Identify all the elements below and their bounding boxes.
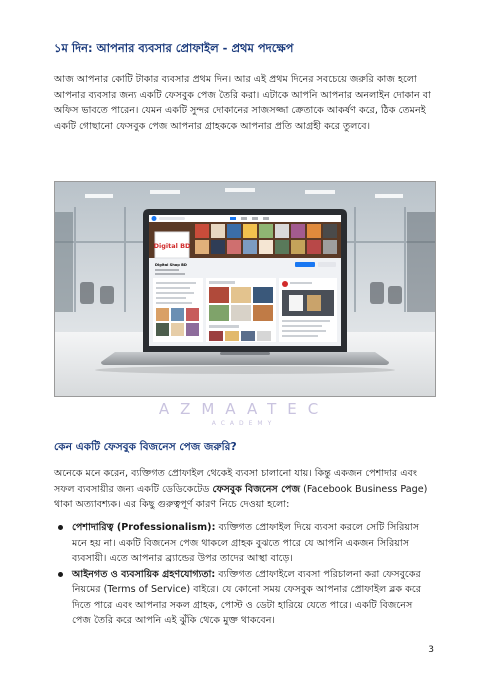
- list-item-text: ব্যক্তিগত প্রোফাইলে ব্যবসা পরিচালনা করা ফেসবুকের নিয়মের (Terms of Service) বাইরে। যে কোনো সময় ফেসবুক আপনার প্রোফাইল ব্লক করে দিতে পারে এবং আপনার সকল গ্রাহক, পোস্ট ও ডেটা হারিয়ে যেতে পারে। একটি বিজনেস পেজ তৈরি করে আপনি এই ঝুঁকি থেকে মুক্ত থাকবেন।: [72, 568, 421, 626]
- watermark: [54, 400, 434, 428]
- screen-logo: Digital BD: [153, 242, 191, 250]
- why-paragraph-part1: অনেকে মনে করেন, ব্যক্তিগত প্রোফাইল থেকেই ব্যবসা চালানো যায়। কিন্তু একজন পেশাদার এবং সফল ব্যবসায়ীর জন্য একটি ডেডিকেটেড: [54, 468, 418, 495]
- intro-paragraph: আজ আপনার কোটি টাকার ব্যবসার প্রথম দিন। আর এই প্রথম দিনের সবচেয়ে জরুরি কাজ হলো আপনার ব্যবসার জন্য একটি ফেসবুক পেজ তৈরি করা। এটাকে আপনি আপনার অনলাইন দোকান বা অফিস ভাবতে পারেন। যেমন একটি সুন্দর দোকানের সাজসজ্জা ক্রেতাকে আকর্ষণ করে, ঠিক তেমনই একটি গোছানো ফেসবুক পেজ আপনার গ্রাহককে আপনার প্রতি আগ্রহী করে তুলবে।: [54, 74, 431, 132]
- why-paragraph: [54, 466, 434, 513]
- screen-page-name: Digital Shop BD: [155, 263, 187, 267]
- bullet-icon: [58, 572, 63, 577]
- laptop-office-illustration: [55, 182, 435, 396]
- watermark-sub: ACADEMY: [211, 420, 277, 427]
- list-item-title: আইনগত ও ব্যবসায়িক গ্রহণযোগ্যতা:: [72, 568, 216, 580]
- bullet-icon: [58, 525, 63, 530]
- list-item-text: ব্যক্তিগত প্রোফাইল দিয়ে ব্যবসা করলে সেটি সিরিয়াস মনে হয় না। একটি বিজনেস পেজ থাকলে গ্রাহক বুঝতে পারে যে আপনি একজন সিরিয়াস ব্যবসায়ী। এতে আপনার ব্র্যান্ডের উপর তাদের আস্থা বাড়ে।: [72, 522, 420, 564]
- list-item: [54, 567, 434, 629]
- page-number: 3: [428, 645, 434, 655]
- reasons-list: [54, 520, 434, 629]
- laptop-photo: [54, 181, 436, 397]
- list-item-title: পেশাদারিত্ব (Professionalism):: [72, 522, 216, 533]
- list-item: [54, 520, 434, 567]
- section-heading-why: কেন একটি ফেসবুক বিজনেস পেজ জরুরি?: [54, 441, 237, 453]
- watermark-main: AZMAATEC: [158, 400, 330, 418]
- why-paragraph-bold: ফেসবুক বিজনেস পেজ: [212, 483, 301, 495]
- why-paragraph-part2: (Facebook Business Page) থাকা অত্যাবশ্যক। এর কিছু গুরুত্বপূর্ণ কারণ নিচে দেওয়া হলো:: [54, 483, 428, 510]
- section-heading-day1: ১ম দিন: আপনার ব্যবসার প্রোফাইল - প্রথম পদক্ষেপ: [54, 41, 294, 55]
